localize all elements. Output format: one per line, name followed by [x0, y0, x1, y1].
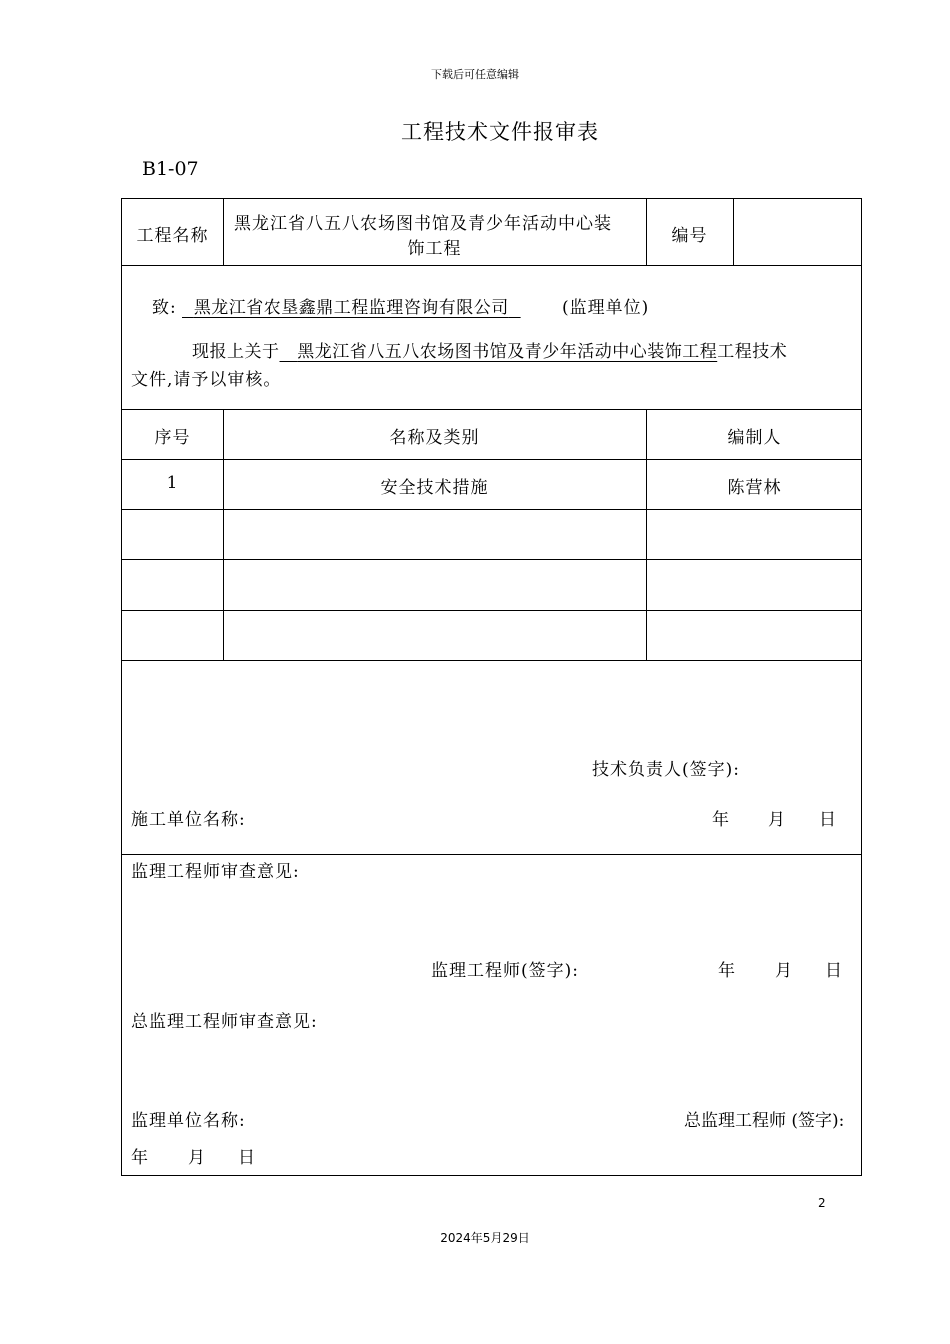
chief-unit-label: 监理单位名称: — [131, 1111, 246, 1131]
col-header-name: 名称及类别 — [389, 428, 480, 448]
col-header-index: 序号 — [154, 428, 191, 448]
form-code: B1-07 — [142, 158, 199, 180]
page-number: 2 — [818, 1196, 826, 1210]
cell-index: 1 — [166, 473, 179, 493]
supervisor-day: 日 — [825, 961, 843, 981]
footer-date: 2024年5月29日 — [440, 1231, 530, 1245]
divider — [733, 199, 734, 265]
to-company-name: 黑龙江省农垦鑫鼎工程监理咨询有限公司 — [193, 298, 509, 318]
chief-year: 年 — [131, 1148, 149, 1168]
cell-author: 陈营林 — [727, 478, 782, 498]
divider — [122, 610, 861, 611]
divider — [122, 854, 861, 855]
chief-day: 日 — [238, 1148, 256, 1168]
col-header-author: 编制人 — [727, 428, 782, 448]
page-title: 工程技术文件报审表 — [401, 120, 599, 144]
to-company — [182, 293, 521, 318]
divider — [122, 559, 861, 560]
to-label: 致: — [152, 298, 177, 318]
report-line-2: 文件,请予以审核。 — [131, 370, 282, 390]
report-project-name: 黑龙江省八五八农场图书馆及青少年活动中心装饰工程 — [297, 342, 718, 362]
contractor-unit-label: 施工单位名称: — [131, 810, 246, 830]
report-project — [280, 342, 718, 362]
supervisor-sign-label: 监理工程师(签字): — [431, 961, 579, 981]
divider — [122, 509, 861, 510]
page-header-note: 下载后可任意编辑 — [431, 68, 519, 81]
form-table — [121, 198, 862, 1176]
cell-name: 安全技术措施 — [380, 478, 489, 498]
supervisor-month: 月 — [775, 961, 793, 981]
report-line — [192, 337, 787, 362]
contractor-day: 日 — [819, 810, 837, 830]
supervisor-year: 年 — [718, 961, 736, 981]
project-name-value: 黑龙江省八五八农场图书馆及青少年活动中心装 — [234, 214, 612, 234]
contractor-month: 月 — [768, 810, 786, 830]
report-prefix: 现报上关于 — [192, 342, 280, 362]
divider — [122, 265, 861, 266]
report-suffix: 工程技术 — [717, 342, 788, 362]
chief-month: 月 — [188, 1148, 206, 1168]
divider — [122, 660, 861, 661]
tech-lead-sign-label: 技术负责人(签字): — [592, 760, 740, 780]
chief-opinion-label: 总监理工程师审查意见: — [131, 1012, 318, 1032]
supervisor-opinion-label: 监理工程师审查意见: — [131, 862, 300, 882]
project-number-label: 编号 — [671, 226, 708, 246]
contractor-year: 年 — [712, 810, 730, 830]
to-suffix: (监理单位) — [562, 298, 650, 318]
project-name-value-cont: 饰工程 — [407, 239, 462, 259]
project-name-label: 工程名称 — [136, 226, 209, 246]
divider — [122, 459, 861, 460]
chief-sign-label: 总监理工程师 (签字): — [684, 1111, 845, 1131]
divider — [122, 409, 861, 410]
